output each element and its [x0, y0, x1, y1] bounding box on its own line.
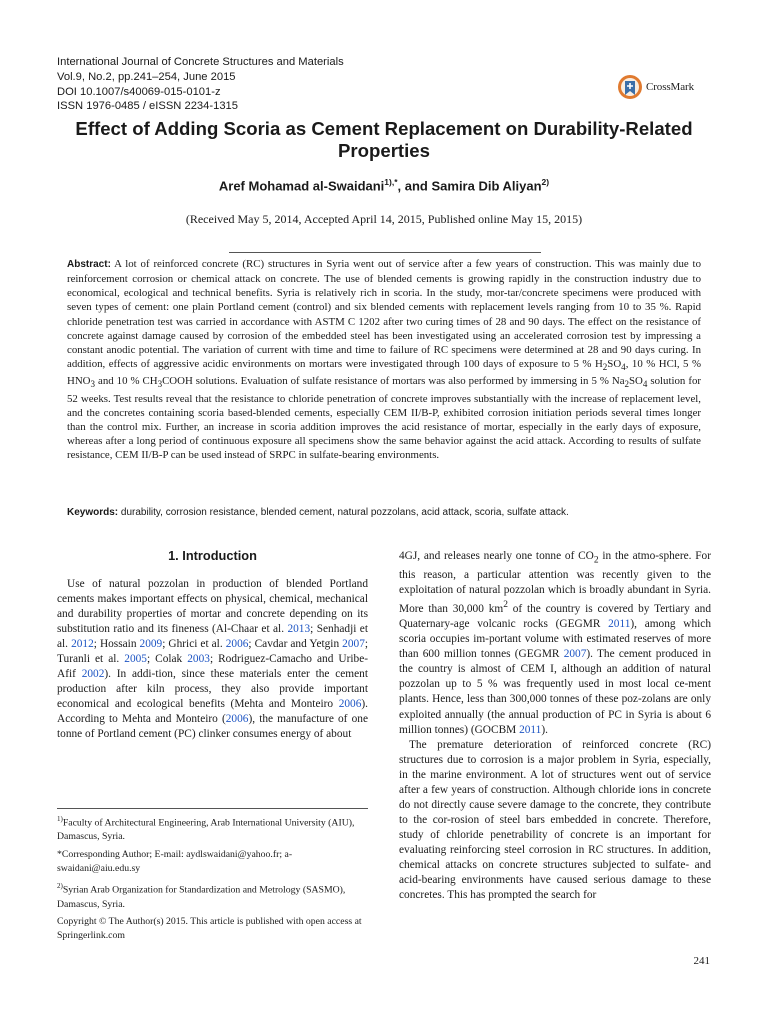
footnote-text: Syrian Arab Organization for Standardization and Metrology (SASMO), Damascus, Syria.: [57, 884, 346, 910]
citation-link[interactable]: 2005: [124, 653, 147, 666]
sub: 2: [593, 555, 599, 566]
abstract-text-2: , 10 % HCl, 5 % HNO: [67, 358, 701, 388]
text: ; Turanli et al.: [57, 638, 369, 666]
citation-link[interactable]: 2013: [287, 623, 311, 636]
citation-link[interactable]: 2011: [519, 723, 542, 736]
text: ).: [541, 723, 548, 736]
text: Use of natural pozzolan in production of blended Portland cements makes important effects on physical, chemical, mechanical and durability properties of mortar and concrete depending on its substitution ratio and its fineness (Al-Chaar et al.: [57, 578, 368, 636]
page-number: 241: [693, 955, 710, 967]
abstract-chem: SO: [607, 358, 622, 371]
citation-link[interactable]: 2012: [71, 638, 94, 651]
sup: 2: [503, 600, 508, 611]
crossmark-label: CrossMark: [646, 81, 694, 93]
text: ), among which scoria occupies im-portant volume with estimated reserves of more than 600 million tonnes (GEGMR: [399, 618, 711, 661]
text: ; Senhadji et al.: [57, 623, 368, 651]
divider: [229, 252, 541, 253]
text: ; Hossain: [93, 638, 140, 651]
footnote-marker: 2): [57, 882, 63, 891]
sub: 2: [624, 379, 630, 390]
text: ). In addi-tion, since these materials enter the cement production after kiln process, they also provide important economical and ecological benefits (Mehta and Monteiro: [57, 668, 368, 711]
footnote-affiliation-1: [57, 812, 368, 845]
crossmark-icon: [617, 71, 643, 103]
keywords-label: Keywords:: [67, 507, 119, 518]
citation-link[interactable]: 2007: [563, 648, 587, 661]
journal-meta: [57, 55, 537, 114]
keywords-value: durability, corrosion resistance, blended cement, natural pozzolans, acid attack, scoria, sulfate attack.: [118, 507, 569, 518]
abstract-label: Abstract:: [67, 259, 111, 270]
sub: 4: [642, 379, 648, 390]
citation-link[interactable]: 2011: [608, 618, 631, 631]
text: in the atmo-sphere. For this reason, a particular attention was recently given to the exploitation of natural pozzolan which is broadly abundant in Syria. More than 30,000 km: [399, 550, 712, 616]
journal-doi[interactable]: DOI 10.1007/s40069-015-0101-z: [57, 85, 221, 98]
sub: 2: [602, 362, 608, 373]
author-sep: , and: [397, 178, 432, 194]
citation-link[interactable]: 2009: [139, 638, 163, 651]
footnotes: [57, 812, 368, 946]
citation-link[interactable]: 2002: [81, 668, 105, 681]
article-title: Effect of Adding Scoria as Cement Replacement on Durability-Related Properties: [75, 118, 693, 161]
sub: 4: [621, 362, 626, 373]
paragraph: [399, 549, 711, 738]
right-column-text: [399, 549, 711, 903]
journal-volume: Vol.9, No.2, pp.241–254, June 2015: [57, 70, 236, 83]
left-column-text: [57, 577, 368, 743]
footnote-text: Faculty of Architectural Engineering, Arab International University (AIU), Damascus, Syria.: [57, 817, 355, 843]
author-1-affil: 1),*: [384, 177, 398, 187]
keywords: [67, 507, 701, 518]
journal-name: International Journal of Concrete Structures and Materials: [57, 56, 344, 68]
text: ), the manufacture of one tonne of Portland cement (PC) clinker consumes energy of about: [57, 713, 368, 741]
citation-link[interactable]: 2006: [338, 698, 362, 711]
text: ; Cavdar and Yetgin: [248, 638, 343, 651]
text: ; Rodriguez-Camacho and Uribe-Afif: [57, 653, 369, 681]
abstract-text-3: and 10 % CH: [95, 375, 158, 388]
text: ; Colak: [146, 653, 188, 666]
text: ; Ghrici et al.: [162, 638, 226, 651]
abstract-text-5: solution for 52 weeks. Test results reveal that the resistance to chloride penetration of concrete improves substantially with the increase of replacement level, and the concretes containing scoria based-blended cements, especially CEM II/B-P, exhibited corrosion initiation periods several times longer than the control mix. Further, an increase in scoria addition improves the acid resistance of mortar, especially in the early days of exposure, whereas after a long period of continuous exposure all specimens show the same behavior against the acid attack. According to results of sulfate resistance, CEM II/B-P can be used instead of SRPC in sulfate-bearing environments.: [67, 375, 701, 462]
abstract: [67, 257, 701, 463]
abstract-chem: SO: [629, 375, 643, 388]
footnote-affiliation-2: [57, 879, 368, 912]
text: ). According to Mehta and Monteiro (: [57, 698, 368, 726]
footnote-divider: [57, 808, 368, 809]
citation-link[interactable]: 2003: [187, 653, 210, 666]
abstract-text-4: COOH solutions. Evaluation of sulfate resistance of mortars was also performed by immersing in 5 % Na: [162, 375, 625, 388]
text: 4GJ, and releases nearly one tonne of CO: [399, 550, 594, 562]
authors: [50, 177, 718, 193]
author-2-affil: 2): [541, 177, 550, 187]
section-heading: 1. Introduction: [168, 548, 257, 563]
crossmark-badge[interactable]: [617, 71, 694, 103]
footnote-corresponding: *Corresponding Author; E-mail: aydlswaidani@yahoo.fr; a-swaidani@aiu.edu.sy: [57, 848, 293, 874]
citation-link[interactable]: 2006: [225, 638, 249, 651]
sub: 3: [90, 379, 96, 390]
citation-link[interactable]: 2007: [342, 638, 365, 651]
footnote-marker: 1): [57, 815, 63, 823]
journal-issn: ISSN 1976-0485 / eISSN 2234-1315: [57, 100, 238, 113]
abstract-text-1: A lot of reinforced concrete (RC) structures in Syria went out of service after a few years of construction. This was mainly due to reinforcement corrosion or chemical attack on concrete. The use of blended cements is growing rapidly in the construction industry due to economical, ecological and technical benefits. Syria is relatively rich in scoria. In the study, mor-tar/concrete specimens were produced with seven types of cement: one plain Portland cement (control) and six blended cements with replacement levels ranging from 10 to 35 %. Rapid chloride penetration test was carried in accordance with ASTM C 1202 after two curing times of 28 and 90 days. The effect on the resistance of concrete against damage caused by corrosion of the embedded steel has been investigated using an accelerated corrosion test by impressing a constant anodic potential. The variation of current with time and time to failure of RC specimens were determined at 28 and 90 days curing. In addition, effects of aggressive acidic environments on mortars were investigated through 100 days of exposure to 5 % H: [67, 258, 701, 371]
sub: 3: [157, 379, 163, 390]
received-dates: (Received May 5, 2014, Accepted April 14, 2015, Published online May 15, 2015): [185, 212, 583, 226]
author-2: Samira Dib Aliyan: [431, 178, 542, 194]
text: ). The cement produced in the country is almost of CEM I, although an addition of natural pozzolan up to 5 % was frequently used in most local ce-ment plants. Hence, less than 300,000 tonnes of these poz-zolans are only exploited annually (the annual production of PC in Syria is about 6 million tonnes) (GOCBM: [399, 648, 711, 736]
text: of the country is covered by Tertiary and Quaternary-age volcanic rocks (GEGMR: [399, 603, 711, 631]
footnote-copyright: Copyright © The Author(s) 2015. This article is published with open access at Springerlink.com: [57, 915, 362, 941]
citation-link[interactable]: 2006: [225, 713, 249, 726]
paragraph: The premature deterioration of reinforced concrete (RC) structures due to corrosion is a major problem in Syria, especially, in the marine environment. A lot of structures went out of service after a few years of construction. Although chloride ions in concrete do not directly cause severe damage to the concrete, they contribute to the cor-rosion of steel bars embedded in concrete. Therefore, study of chloride penetrability of concrete is an important for evaluating reinforcing steel corrosion in RC structures. In addition, chemical attacks on concrete structures subjected to sulfate- and acid-bearing environments have caused serious damage to these concretes. This has prompted the search for: [399, 738, 711, 902]
author-1: Aref Mohamad al-Swaidani: [218, 178, 385, 194]
